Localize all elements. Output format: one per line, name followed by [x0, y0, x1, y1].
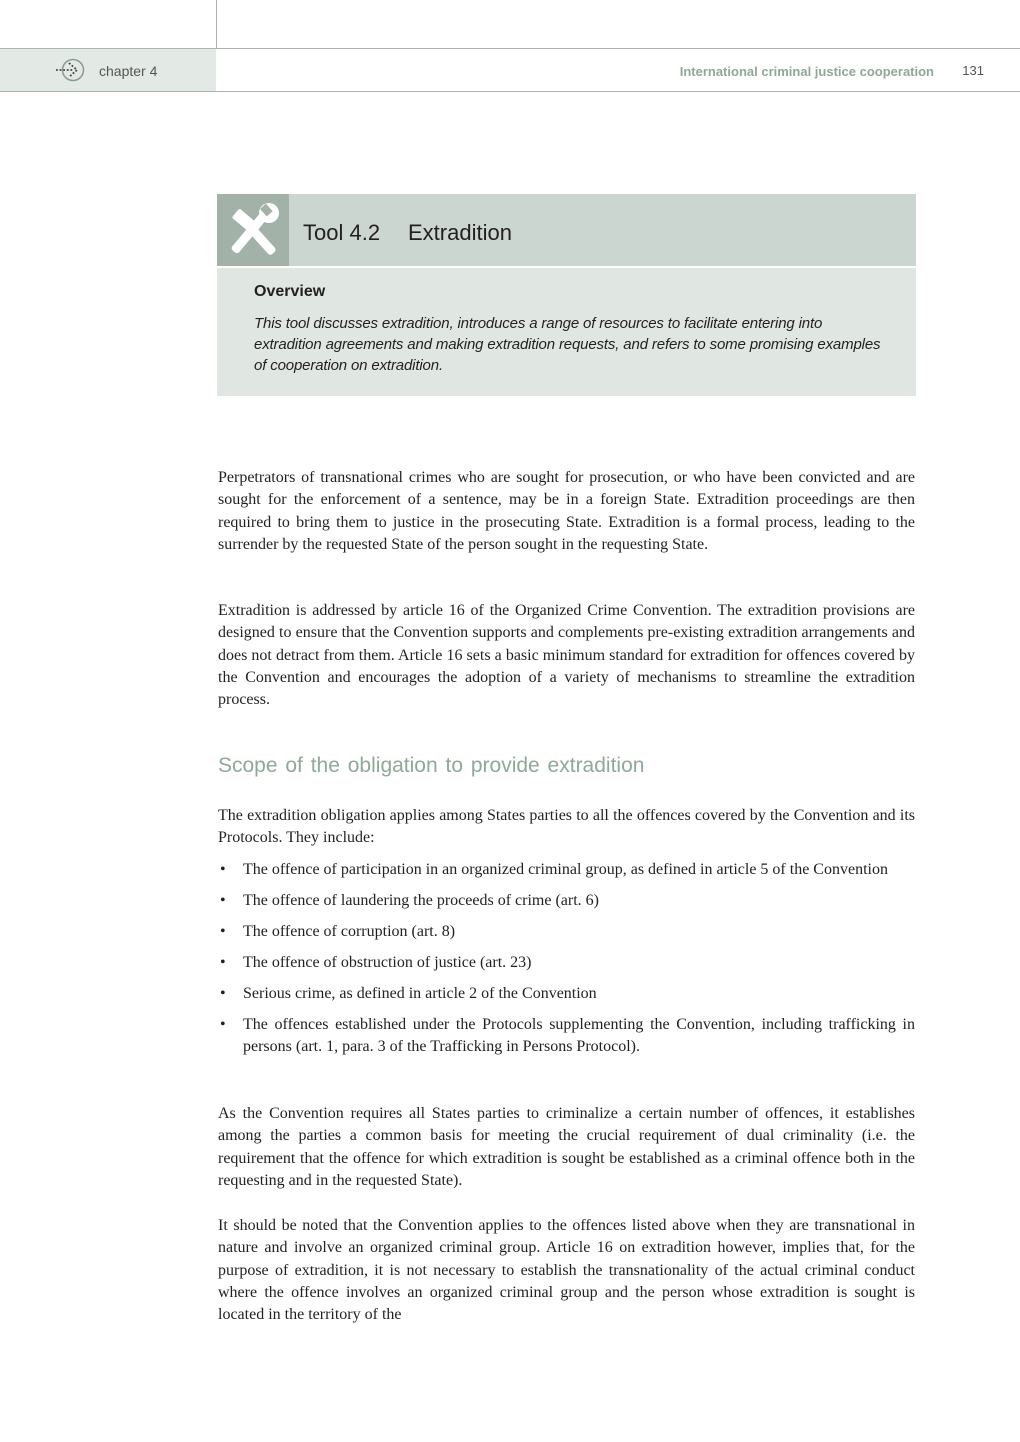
- bullet-marker: •: [220, 861, 226, 878]
- list-item-text: The offence of obstruction of justice (art. 23): [243, 953, 532, 971]
- list-item-text: The offences established under the Protocols supplementing the Convention, including trafficking in persons (art. 1, para. 3 of the Trafficking in Persons Protocol).: [243, 1015, 915, 1056]
- list-item: [218, 890, 915, 912]
- offence-list: [218, 859, 915, 1067]
- section-heading: Scope of the obligation to provide extradition: [218, 754, 645, 777]
- bullet-marker: •: [220, 953, 226, 971]
- body-paragraph-4: As the Convention requires all States parties to criminalize a certain number of offences, it establishes among the parties a common basis for meeting the crucial requirement of dual criminality (i.e. the requirement that the offence for which extradition is sought be established as a criminal offence both in the requesting and in the requested State).: [218, 1105, 915, 1189]
- bullet-marker: •: [220, 922, 226, 940]
- list-item: [218, 859, 915, 881]
- list-item-text: Serious crime, as defined in article 2 of the Convention: [243, 984, 597, 1002]
- bullet-marker: •: [220, 1015, 226, 1033]
- body-paragraph-2: Extradition is addressed by article 16 of the Organized Crime Convention. The extradition provisions are designed to ensure that the Convention supports and complements pre-existing extradition arrangements and does not detract from them. Article 16 sets a basic minimum standard for extradition for offences covered by the Convention and encourages the adoption of a variety of mechanisms to streamline the extradition process.: [218, 602, 915, 709]
- tool-header: [217, 194, 916, 266]
- arrow-right-circle-icon: [54, 58, 86, 82]
- body-paragraph-5: It should be noted that the Convention applies to the offences listed above when they are transnational in nature and involve an organized criminal group. Article 16 on extradition however, implies that, for the purpose of extradition, it is not necessary to establish the transnationality of the actual criminal conduct where the offence involves an organized criminal group and the person whose extradition is sought is located in the territory of the: [218, 1217, 915, 1324]
- body-paragraph-3: The extradition obligation applies among States parties to all the offences covered by the Convention and its Protocols. They include:: [218, 807, 915, 847]
- tool-box: [217, 194, 916, 396]
- header-chapter-panel: [0, 49, 216, 91]
- running-title: International criminal justice cooperation: [679, 64, 934, 79]
- list-item: [218, 952, 915, 974]
- tool-title: [303, 220, 512, 246]
- body-paragraph-1: Perpetrators of transnational crimes who are sought for prosecution, or who have been convicted and are sought for the enforcement of a sentence, may be in a foreign State. Extradition proceedings are then required to bring them to justice in the prosecuting State. Extradition is a formal process, leading to the surrender by the requested State of the person sought in the requesting State.: [218, 469, 915, 553]
- running-header: [0, 48, 1020, 92]
- list-item-text: The offence of participation in an organized criminal group, as defined in article 5 of the Convention: [243, 861, 888, 878]
- list-item: [218, 921, 915, 943]
- hammer-wrench-icon: [225, 203, 281, 257]
- tool-divider: [217, 266, 916, 268]
- tool-name: Extradition: [408, 220, 512, 245]
- overview-heading: Overview: [254, 283, 326, 300]
- bullet-marker: •: [220, 891, 226, 909]
- tool-number: Tool 4.2: [303, 220, 381, 245]
- list-item: [218, 1014, 915, 1059]
- list-item-text: The offence of laundering the proceeds of crime (art. 6): [243, 891, 599, 909]
- chapter-label: chapter 4: [99, 63, 158, 79]
- overview-text: This tool discusses extradition, introduces a range of resources to facilitate entering into extradition agreements and making extradition requests, and refers to some promising examples of cooperation on extradition.: [254, 315, 881, 374]
- list-item-text: The offence of corruption (art. 8): [243, 922, 456, 940]
- page-number: 131: [962, 63, 984, 78]
- bullet-marker: •: [220, 984, 226, 1002]
- list-item: [218, 983, 915, 1005]
- tool-icon-container: [217, 194, 289, 266]
